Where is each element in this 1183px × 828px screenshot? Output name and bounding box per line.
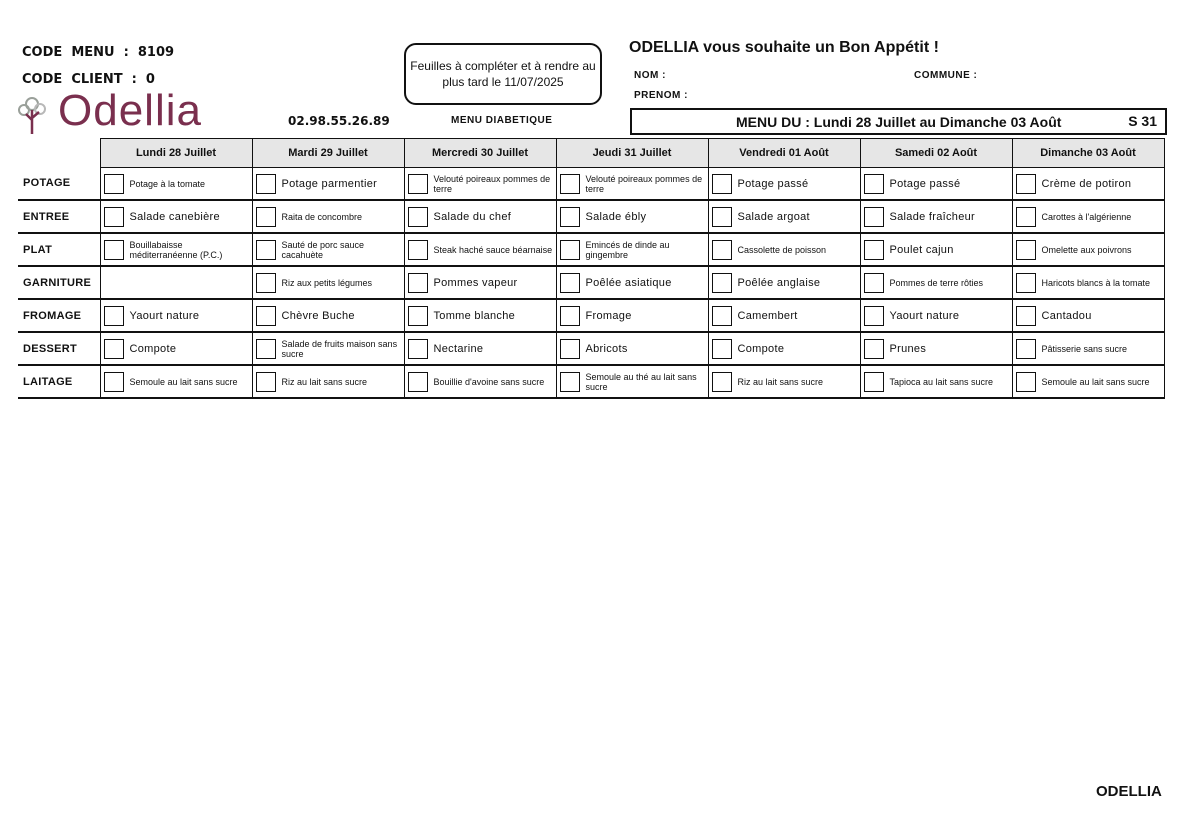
menu-cell	[708, 299, 860, 332]
menu-cell	[252, 266, 404, 299]
selection-checkbox[interactable]	[864, 174, 884, 194]
menu-cell	[1012, 168, 1164, 201]
course-row	[18, 200, 1164, 233]
menu-cell	[404, 332, 556, 365]
menu-cell	[1012, 332, 1164, 365]
day-header: Jeudi 31 Juillet	[556, 139, 708, 168]
dish-name: Pommes vapeur	[433, 276, 518, 289]
selection-checkbox[interactable]	[408, 306, 428, 326]
dish-name: Crème de potiron	[1041, 177, 1132, 190]
day-header: Dimanche 03 Août	[1012, 139, 1164, 168]
day-header-row	[18, 139, 1164, 168]
day-header: Mercredi 30 Juillet	[404, 139, 556, 168]
selection-checkbox[interactable]	[864, 273, 884, 293]
selection-checkbox[interactable]	[864, 207, 884, 227]
dish-name: Camembert	[737, 309, 798, 322]
deadline-notice: Feuilles à compléter et à rendre au plus tard le 11/07/2025	[404, 43, 602, 105]
selection-checkbox[interactable]	[256, 174, 276, 194]
week-range: MENU DU : Lundi 28 Juillet au Dimanche 03 Août	[736, 114, 1062, 130]
menu-cell	[252, 365, 404, 398]
dish-name: Semoule au thé au lait sans sucre	[585, 371, 697, 392]
menu-cell	[252, 332, 404, 365]
selection-checkbox[interactable]	[712, 273, 732, 293]
menu-cell	[860, 168, 1012, 201]
dish-name: Haricots blancs à la tomate	[1041, 277, 1151, 288]
code-menu: CODE MENU : 8109	[22, 45, 175, 60]
selection-checkbox[interactable]	[560, 207, 580, 227]
menu-cell	[556, 365, 708, 398]
odellia-logo	[18, 86, 228, 138]
dish-name: Omelette aux poivrons	[1041, 244, 1132, 255]
dish-name: Salade fraîcheur	[889, 210, 976, 223]
selection-checkbox[interactable]	[408, 240, 428, 260]
selection-checkbox[interactable]	[256, 240, 276, 260]
menu-cell	[404, 365, 556, 398]
prenom-label: PRENOM :	[634, 90, 688, 101]
menu-cell	[860, 365, 1012, 398]
dish-name: Potage passé	[737, 177, 809, 190]
selection-checkbox[interactable]	[408, 207, 428, 227]
selection-checkbox[interactable]	[560, 174, 580, 194]
menu-cell	[860, 233, 1012, 266]
course-row	[18, 168, 1164, 201]
dish-name: Tomme blanche	[433, 309, 516, 322]
code-client: CODE CLIENT : 0	[22, 72, 155, 87]
dish-name: Raita de concombre	[281, 211, 363, 222]
dish-name: Salade canebière	[129, 210, 220, 223]
selection-checkbox[interactable]	[560, 306, 580, 326]
corner-cell	[18, 139, 100, 168]
dish-name: Salade ébly	[585, 210, 647, 223]
selection-checkbox[interactable]	[256, 339, 276, 359]
week-banner	[630, 108, 1167, 135]
course-label: PLAT	[18, 233, 100, 266]
selection-checkbox[interactable]	[104, 372, 124, 392]
selection-checkbox[interactable]	[256, 306, 276, 326]
menu-cell	[708, 200, 860, 233]
nom-label: NOM :	[634, 70, 666, 81]
course-label: DESSERT	[18, 332, 100, 365]
menu-cell	[252, 299, 404, 332]
day-header: Mardi 29 Juillet	[252, 139, 404, 168]
menu-grid	[18, 138, 1168, 399]
dish-name: Semoule au lait sans sucre	[129, 376, 238, 387]
dish-name: Salade argoat	[737, 210, 810, 223]
menu-cell	[708, 168, 860, 201]
menu-cell	[556, 332, 708, 365]
selection-checkbox[interactable]	[864, 372, 884, 392]
menu-cell	[708, 233, 860, 266]
dish-name: Compote	[129, 342, 177, 355]
dish-name: Bouillabaisse méditerranéenne (P.C.)	[129, 239, 223, 260]
menu-cell	[252, 168, 404, 201]
selection-checkbox[interactable]	[864, 240, 884, 260]
dish-name: Potage passé	[889, 177, 961, 190]
commune-label: COMMUNE :	[914, 70, 978, 81]
footer-brand: ODELLIA	[1096, 783, 1162, 800]
dish-name: Prunes	[889, 342, 927, 355]
menu-cell	[100, 233, 252, 266]
dish-name: Cantadou	[1041, 309, 1092, 322]
dish-name: Bouillie d'avoine sans sucre	[433, 376, 545, 387]
selection-checkbox[interactable]	[1016, 372, 1036, 392]
dish-name: Semoule au lait sans sucre	[1041, 376, 1150, 387]
course-label: LAITAGE	[18, 365, 100, 398]
menu-cell	[556, 233, 708, 266]
dish-name: Carottes à l'algérienne	[1041, 211, 1132, 222]
menu-cell	[708, 365, 860, 398]
selection-checkbox[interactable]	[560, 273, 580, 293]
menu-cell	[556, 266, 708, 299]
selection-checkbox[interactable]	[560, 372, 580, 392]
course-row	[18, 266, 1164, 299]
menu-cell	[1012, 266, 1164, 299]
menu-cell	[100, 332, 252, 365]
menu-cell	[860, 200, 1012, 233]
menu-type: MENU DIABETIQUE	[451, 115, 553, 126]
selection-checkbox[interactable]	[408, 372, 428, 392]
day-header: Lundi 28 Juillet	[100, 139, 252, 168]
tree-icon	[18, 94, 62, 138]
menu-cell	[252, 200, 404, 233]
selection-checkbox[interactable]	[104, 174, 124, 194]
dish-name: Yaourt nature	[129, 309, 200, 322]
course-label: GARNITURE	[18, 266, 100, 299]
selection-checkbox[interactable]	[1016, 306, 1036, 326]
menu-cell	[100, 365, 252, 398]
selection-checkbox[interactable]	[712, 339, 732, 359]
dish-name: Tapioca au lait sans sucre	[889, 376, 994, 387]
dish-name: Fromage	[585, 309, 632, 322]
menu-cell	[100, 299, 252, 332]
logo-wordmark: Odellia	[58, 86, 202, 135]
selection-checkbox[interactable]	[1016, 339, 1036, 359]
menu-cell	[556, 200, 708, 233]
selection-checkbox[interactable]	[1016, 240, 1036, 260]
dish-name: Cassolette de poisson	[737, 244, 827, 255]
menu-cell	[556, 168, 708, 201]
menu-cell	[100, 266, 252, 299]
dish-name: Compote	[737, 342, 785, 355]
course-row	[18, 332, 1164, 365]
dish-name: Sauté de porc sauce cacahuète	[281, 239, 365, 260]
dish-name: Potage à la tomate	[129, 178, 206, 189]
selection-checkbox[interactable]	[712, 174, 732, 194]
menu-cell	[556, 299, 708, 332]
dish-name: Poêlée asiatique	[585, 276, 672, 289]
dish-name: Salade du chef	[433, 210, 512, 223]
dish-name: Chèvre Buche	[281, 309, 355, 322]
day-header: Samedi 02 Août	[860, 139, 1012, 168]
dish-name: Steak haché sauce béarnaise	[433, 244, 553, 255]
selection-checkbox[interactable]	[864, 339, 884, 359]
menu-cell	[404, 200, 556, 233]
dish-name: Nectarine	[433, 342, 484, 355]
course-row	[18, 233, 1164, 266]
selection-checkbox[interactable]	[1016, 273, 1036, 293]
selection-checkbox[interactable]	[1016, 174, 1036, 194]
selection-checkbox[interactable]	[408, 339, 428, 359]
course-row	[18, 365, 1164, 398]
selection-checkbox[interactable]	[256, 372, 276, 392]
menu-cell	[860, 266, 1012, 299]
selection-checkbox[interactable]	[864, 306, 884, 326]
dish-name: Salade de fruits maison sans sucre	[281, 338, 398, 359]
selection-checkbox[interactable]	[560, 339, 580, 359]
week-number: S 31	[1128, 113, 1157, 129]
dish-name: Potage parmentier	[281, 177, 378, 190]
selection-checkbox[interactable]	[104, 207, 124, 227]
selection-checkbox[interactable]	[408, 174, 428, 194]
dish-name: Pâtisserie sans sucre	[1041, 343, 1128, 354]
dish-name: Pommes de terre rôties	[889, 277, 984, 288]
selection-checkbox[interactable]	[712, 240, 732, 260]
menu-cell	[100, 168, 252, 201]
dish-name: Riz aux petits légumes	[281, 277, 373, 288]
menu-cell	[860, 332, 1012, 365]
dish-name: Emincés de dinde au gingembre	[585, 239, 670, 260]
dish-name: Poulet cajun	[889, 243, 954, 256]
course-label: POTAGE	[18, 168, 100, 201]
menu-cell	[404, 233, 556, 266]
selection-checkbox[interactable]	[712, 207, 732, 227]
menu-cell	[1012, 200, 1164, 233]
selection-checkbox[interactable]	[408, 273, 428, 293]
course-label: ENTREE	[18, 200, 100, 233]
menu-cell	[860, 299, 1012, 332]
selection-checkbox[interactable]	[104, 339, 124, 359]
dish-name: Velouté poireaux pommes de terre	[585, 173, 703, 194]
selection-checkbox[interactable]	[256, 273, 276, 293]
dish-name: Velouté poireaux pommes de terre	[433, 173, 551, 194]
menu-cell	[404, 266, 556, 299]
menu-table	[18, 138, 1165, 399]
menu-cell	[404, 168, 556, 201]
course-label: FROMAGE	[18, 299, 100, 332]
dish-name: Abricots	[585, 342, 628, 355]
selection-checkbox[interactable]	[560, 240, 580, 260]
dish-name: Yaourt nature	[889, 309, 960, 322]
menu-cell	[404, 299, 556, 332]
menu-cell	[1012, 299, 1164, 332]
menu-cell	[1012, 365, 1164, 398]
course-row	[18, 299, 1164, 332]
dish-name: Riz au lait sans sucre	[737, 376, 824, 387]
selection-checkbox[interactable]	[104, 240, 124, 260]
dish-name: Riz au lait sans sucre	[281, 376, 368, 387]
selection-checkbox[interactable]	[1016, 207, 1036, 227]
phone-number: 02.98.55.26.89	[288, 114, 390, 128]
selection-checkbox[interactable]	[712, 306, 732, 326]
dish-name: Poêlée anglaise	[737, 276, 821, 289]
menu-cell	[708, 332, 860, 365]
menu-cell	[708, 266, 860, 299]
menu-cell	[100, 200, 252, 233]
selection-checkbox[interactable]	[712, 372, 732, 392]
greeting-title: ODELLIA vous souhaite un Bon Appétit !	[629, 39, 939, 56]
menu-cell	[1012, 233, 1164, 266]
selection-checkbox[interactable]	[104, 306, 124, 326]
menu-cell	[252, 233, 404, 266]
day-header: Vendredi 01 Août	[708, 139, 860, 168]
selection-checkbox[interactable]	[256, 207, 276, 227]
